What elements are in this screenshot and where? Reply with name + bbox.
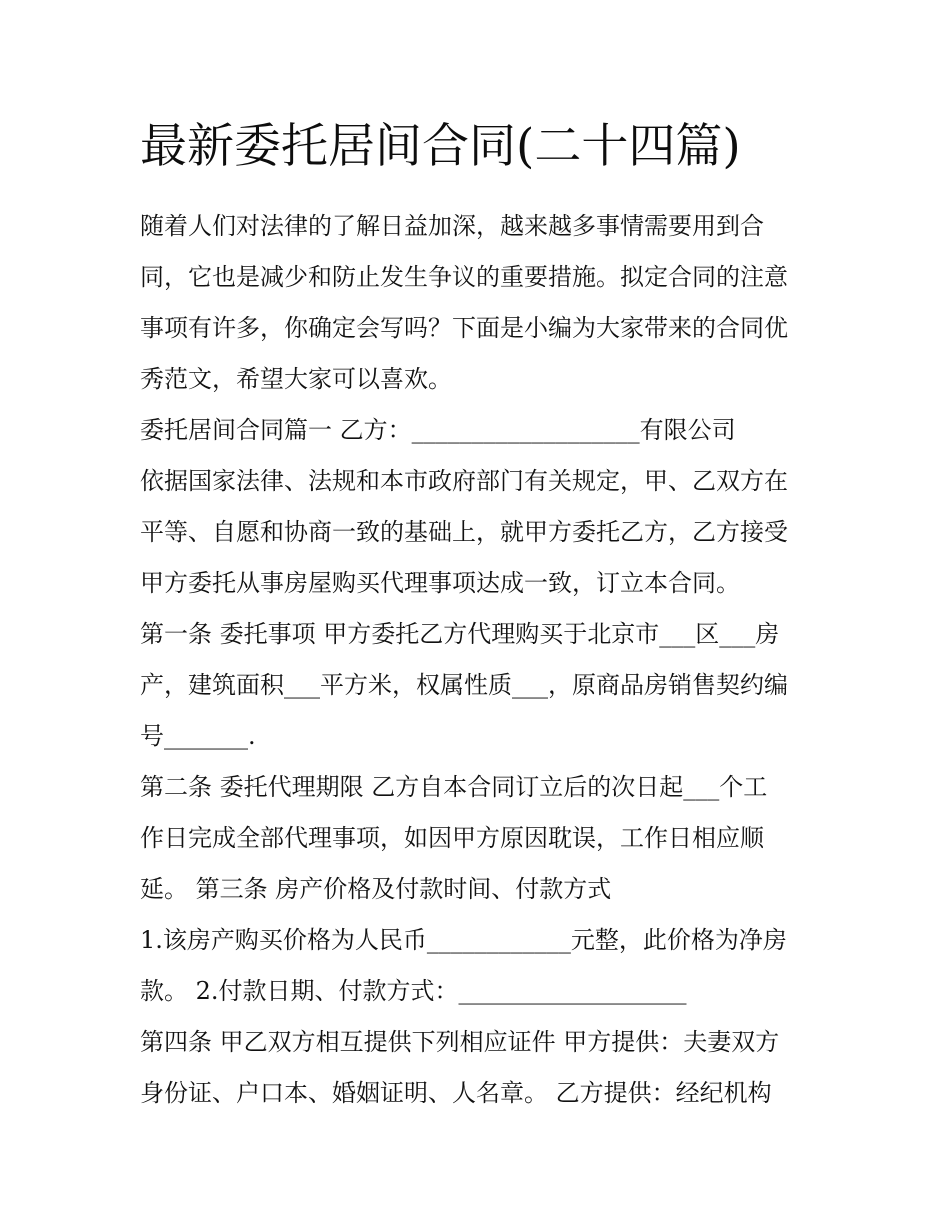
paragraph-line: 甲方委托从事房屋购买代理事项达成一致，订立本合同。 xyxy=(140,569,740,597)
paragraph-line: 随着人们对法律的了解日益加深，越来越多事情需要用到合 xyxy=(140,212,764,240)
paragraph-line: 1.该房产购买价格为人民币____________元整，此价格为净房 xyxy=(140,926,787,954)
paragraph-line: 平等、自愿和协商一致的基础上，就甲方委托乙方，乙方接受 xyxy=(140,518,788,546)
paragraph-line: 延。 第三条 房产价格及付款时间、付款方式 xyxy=(140,875,612,903)
paragraph-line: 依据国家法律、法规和本市政府部门有关规定，甲、乙双方在 xyxy=(140,467,788,495)
paragraph-line: 第四条 甲乙双方相互提供下列相应证件 甲方提供：夫妻双方 xyxy=(140,1028,780,1056)
paragraph-line: 同，它也是减少和防止发生争议的重要措施。拟定合同的注意 xyxy=(140,263,788,291)
document-body xyxy=(140,201,820,1119)
paragraph-line: 秀范文，希望大家可以喜欢。 xyxy=(140,365,452,393)
paragraph-line: 款。 2.付款日期、付款方式：___________________ xyxy=(140,977,687,1005)
paragraph-line: 作日完成全部代理事项，如因甲方原因耽误，工作日相应顺 xyxy=(140,824,764,852)
document-title: 最新委托居间合同(二十四篇) xyxy=(140,119,741,174)
paragraph-line: 委托居间合同篇一 乙方：___________________有限公司 xyxy=(140,416,736,444)
paragraph-line: 身份证、户口本、婚姻证明、人名章。 乙方提供：经纪机构 xyxy=(140,1079,772,1107)
paragraph-line: 号_______. xyxy=(140,722,256,750)
paragraph-line: 产，建筑面积___平方米，权属性质___，原商品房销售契约编 xyxy=(140,671,788,699)
paragraph-line: 事项有许多，你确定会写吗？下面是小编为大家带来的合同优 xyxy=(140,314,788,342)
paragraph-line: 第一条 委托事项 甲方委托乙方代理购买于北京市___区___房 xyxy=(140,620,780,648)
paragraph-line: 第二条 委托代理期限 乙方自本合同订立后的次日起___个工 xyxy=(140,773,768,801)
